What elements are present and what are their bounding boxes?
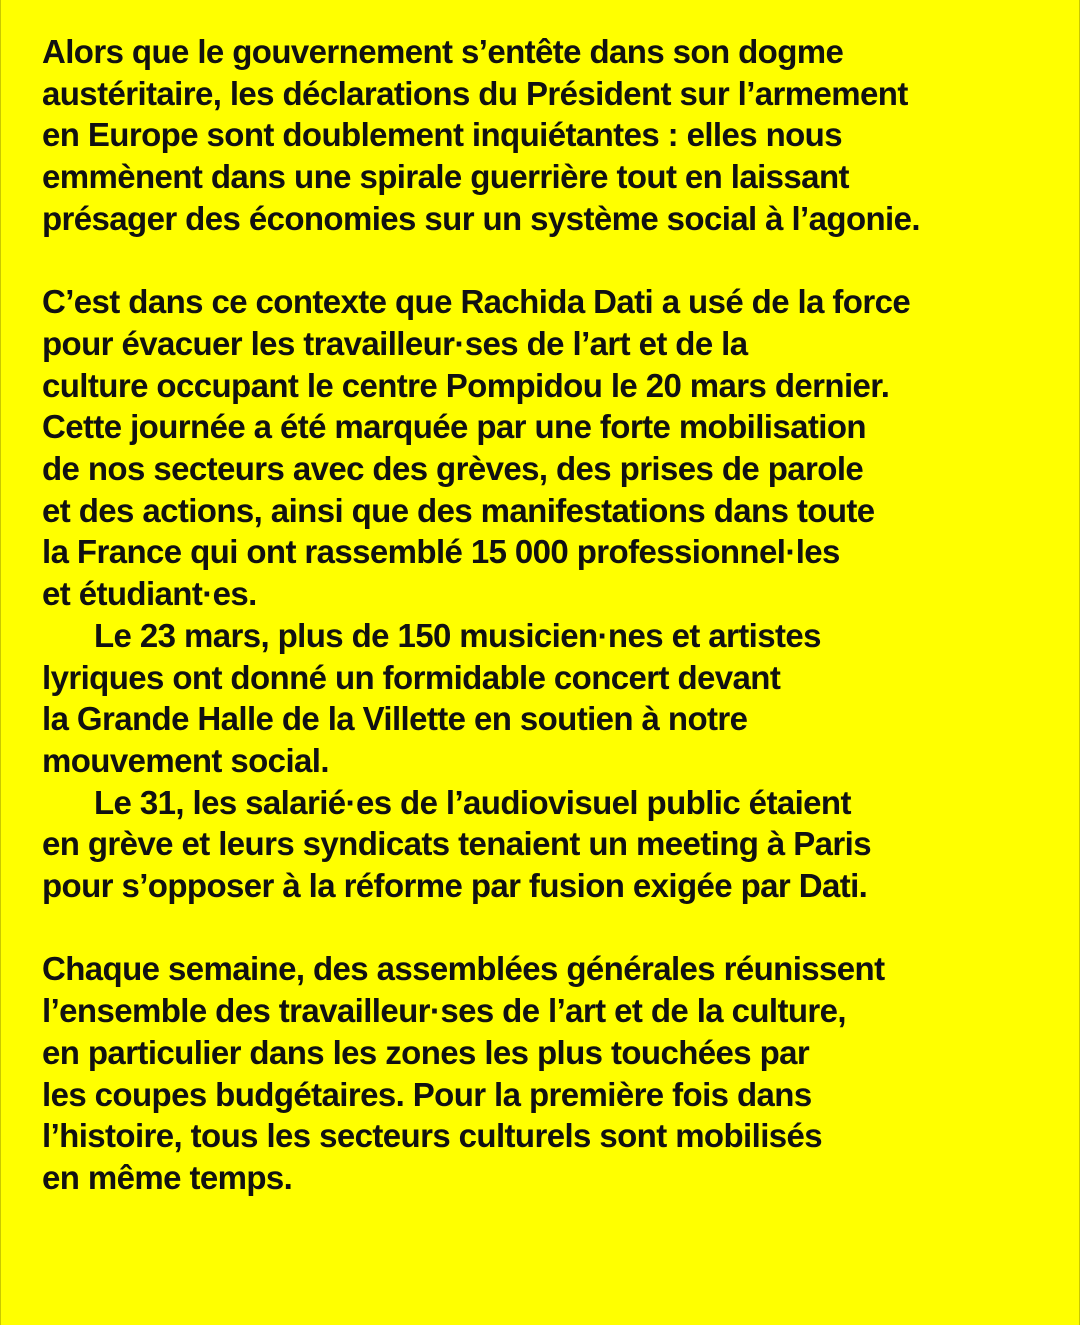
text-line: en grève et leurs syndicats tenaient un meeting à Paris [42, 825, 871, 863]
text-line: en particulier dans les zones les plus touchées par [42, 1033, 810, 1071]
article-text [42, 31, 1072, 1199]
text-line: et étudiant·es. [42, 575, 257, 613]
indented-text-line: Le 31, les salarié·es de l’audiovisuel public étaient [94, 783, 851, 821]
text-line: C’est dans ce contexte que Rachida Dati a usé de la force [42, 283, 911, 321]
text-line: mouvement social. [42, 741, 329, 779]
text-line: de nos secteurs avec des grèves, des prises de parole [42, 450, 864, 488]
paragraph-1 [42, 31, 1072, 240]
text-line: en même temps. [42, 1158, 293, 1196]
text-line: les coupes budgétaires. Pour la première fois dans [42, 1075, 812, 1113]
paragraph-spacer [42, 907, 1072, 949]
paragraph-2 [42, 281, 1072, 907]
text-line: en Europe sont doublement inquiétantes : elles nous [42, 116, 842, 154]
text-line: et des actions, ainsi que des manifestations dans toute [42, 491, 875, 529]
text-line: culture occupant le centre Pompidou le 20 mars dernier. [42, 366, 890, 404]
text-line: Cette journée a été marquée par une forte mobilisation [42, 408, 866, 446]
text-line: Alors que le gouvernement s’entête dans son dogme [42, 33, 844, 70]
paragraph-spacer [42, 240, 1072, 282]
text-line: Chaque semaine, des assemblées générales réunissent [42, 950, 885, 988]
text-line: l’ensemble des travailleur·ses de l’art et de la culture, [42, 992, 846, 1030]
paragraph-3 [42, 948, 1072, 1198]
text-line: lyriques ont donné un formidable concert devant [42, 658, 781, 696]
text-line: pour s’opposer à la réforme par fusion exigée par Dati. [42, 867, 868, 905]
text-line: présager des économies sur un système social à l’agonie. [42, 199, 920, 237]
text-line: pour évacuer les travailleur·ses de l’art et de la [42, 324, 748, 362]
indented-text-line: Le 23 mars, plus de 150 musicien·nes et artistes [94, 616, 821, 654]
text-line: la France qui ont rassemblé 15 000 professionnel·les [42, 533, 840, 571]
text-line: emmènent dans une spirale guerrière tout en laissant [42, 158, 849, 196]
text-line: l’histoire, tous les secteurs culturels sont mobilisés [42, 1117, 823, 1155]
text-line: austéritaire, les déclarations du Président sur l’armement [42, 74, 908, 112]
text-line: la Grande Halle de la Villette en soutien à notre [42, 700, 748, 738]
